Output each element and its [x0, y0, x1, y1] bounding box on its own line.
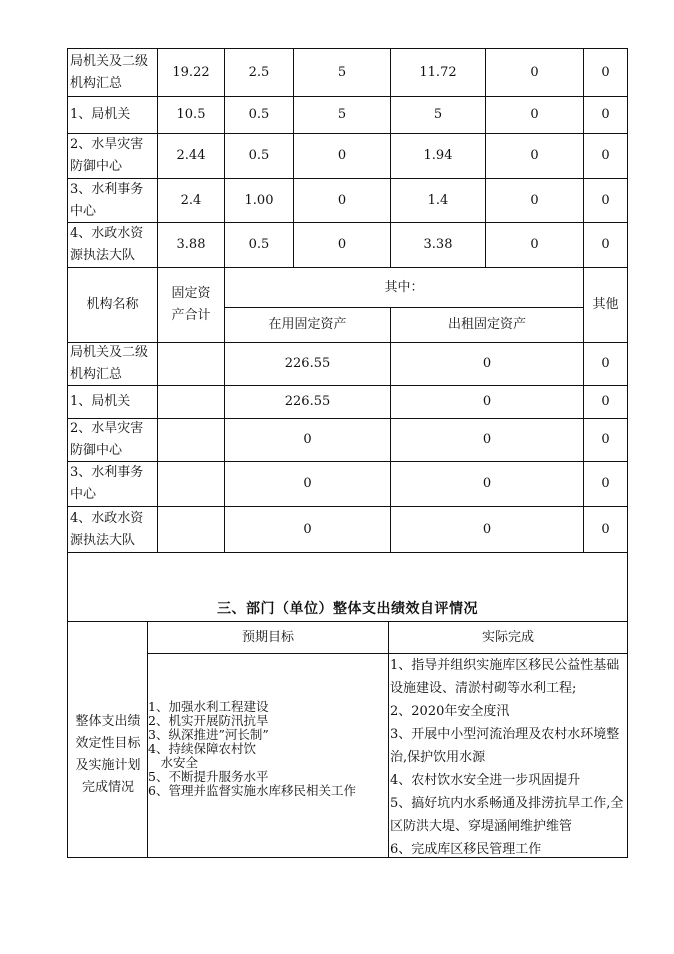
table2-cell-total	[158, 507, 224, 552]
table2-row-name: 3、水利事务中心	[70, 465, 144, 502]
table1-cell: 10.5	[176, 107, 206, 122]
table1-cell: 5	[337, 107, 347, 122]
table1-cell: 0.5	[248, 237, 270, 252]
header-fixed-assets-total: 固定资产合计	[171, 286, 211, 323]
table2-cell-in-use: 0	[303, 521, 312, 537]
table1-cell: 0	[601, 107, 610, 122]
table1-row-name: 2、水旱灾害防御中心	[70, 137, 144, 174]
actual-item: 6、完成库区移民管理工作	[390, 842, 542, 857]
table2-cell-total	[158, 343, 224, 385]
col-actual-completion: 实际完成	[481, 629, 534, 645]
table2-row-name: 1、局机关	[70, 394, 131, 409]
actual-item: 5、搞好坑内水系畅通及排涝抗旱工作,全区防洪大堤、穿堤涵闸维护维管	[390, 796, 624, 834]
section-title: 三、部门（单位）整体支出绩效自评情况	[217, 600, 478, 617]
col-expected-target: 预期目标	[241, 629, 294, 645]
table1-cell: 3.88	[176, 237, 206, 252]
table2-cell-in-use: 226.55	[284, 394, 331, 409]
table2-cell-rented: 0	[482, 476, 492, 491]
table2-row-name: 2、水旱灾害防御中心	[70, 421, 144, 458]
table2-cell-other: 0	[601, 394, 610, 409]
table1-cell: 0	[530, 237, 539, 252]
table1-cell: 0	[337, 192, 347, 208]
table2-row-name: 局机关及二级机构汇总	[70, 345, 149, 382]
table1-row-name: 4、水政水资源执法大队	[70, 226, 144, 263]
table1-cell: 0	[530, 192, 539, 208]
actual-item: 2、2020年安全度汛	[390, 704, 510, 719]
table1-cell: 2.44	[176, 148, 206, 163]
header-rented-assets: 出租固定资产	[447, 317, 526, 332]
expected-targets-list: 1、加强水利工程建设 2、机实开展防汛抗旱 3、纵深推进”河长制” 4、持续保障农村饮 水安全 5、不断提升服务水平 6、管理并监督实施水库移民相关工作	[148, 699, 356, 798]
table2-cell-total	[158, 462, 224, 506]
actual-item: 1、指导并组织实施库区移民公益性基础设施建设、清淤村砌等水利工程;	[390, 658, 620, 696]
table1-cell: 0	[601, 148, 610, 163]
table1-row-name: 局机关及二级机构汇总	[70, 53, 149, 91]
table2-cell-in-use: 0	[303, 432, 312, 447]
actual-completion-list	[390, 654, 626, 861]
header-other: 其他	[592, 297, 619, 312]
table1-cell: 0	[530, 107, 539, 122]
table2-row-name: 4、水政水资源执法大队	[70, 510, 144, 548]
table1-cell: 0	[601, 192, 610, 208]
table2-cell-rented: 0	[482, 356, 492, 371]
table1-cell: 0	[601, 64, 610, 80]
table1-cell: 19.22	[172, 64, 210, 80]
table2-cell-rented: 0	[482, 394, 492, 409]
actual-item: 3、开展中小型河流治理及农村水环境整治,保护饮用水源	[390, 727, 620, 765]
actual-item: 4、农村饮水安全进一步巩固提升	[390, 773, 581, 788]
table1-cell: 1.4	[427, 192, 449, 208]
table1-cell: 11.72	[419, 64, 457, 80]
table2-cell-in-use: 226.55	[284, 356, 331, 371]
header-in-use-assets: 在用固定资产	[268, 317, 347, 332]
table2-cell-other: 0	[601, 521, 610, 537]
table1-cell: 0	[337, 148, 347, 163]
table2-cell-rented: 0	[482, 521, 492, 537]
table1-cell: 0.5	[248, 148, 270, 163]
table1-cell: 0	[530, 148, 539, 163]
table1-cell: 5	[433, 107, 443, 122]
table1-cell: 2.5	[248, 64, 270, 80]
table2-cell-total	[158, 386, 224, 418]
table1-cell: 1.94	[423, 148, 453, 163]
table1-cell: 0.5	[248, 107, 270, 122]
table2-cell-other: 0	[601, 356, 610, 371]
table2-cell-rented: 0	[482, 432, 492, 447]
header-institution-name: 机构名称	[86, 297, 139, 312]
table2-cell-in-use: 0	[303, 476, 312, 491]
header-among: 其中：	[384, 279, 424, 295]
table1-cell: 0	[601, 237, 610, 252]
table1-cell: 1.00	[244, 192, 274, 208]
table1-cell: 5	[337, 64, 347, 80]
table2-cell-other: 0	[601, 432, 610, 447]
table2-cell-total	[158, 419, 224, 461]
table1-row-name: 1、局机关	[70, 107, 131, 122]
table1-cell: 0	[337, 237, 347, 252]
table1-cell: 2.4	[180, 192, 202, 208]
table1-cell: 0	[530, 64, 539, 80]
table1-row-name: 3、水利事务中心	[70, 181, 144, 219]
table2-cell-other: 0	[601, 476, 610, 491]
row-label: 整体支出绩效定性目标及实施计划完成情况	[75, 714, 141, 795]
table1-cell: 3.38	[423, 237, 453, 252]
